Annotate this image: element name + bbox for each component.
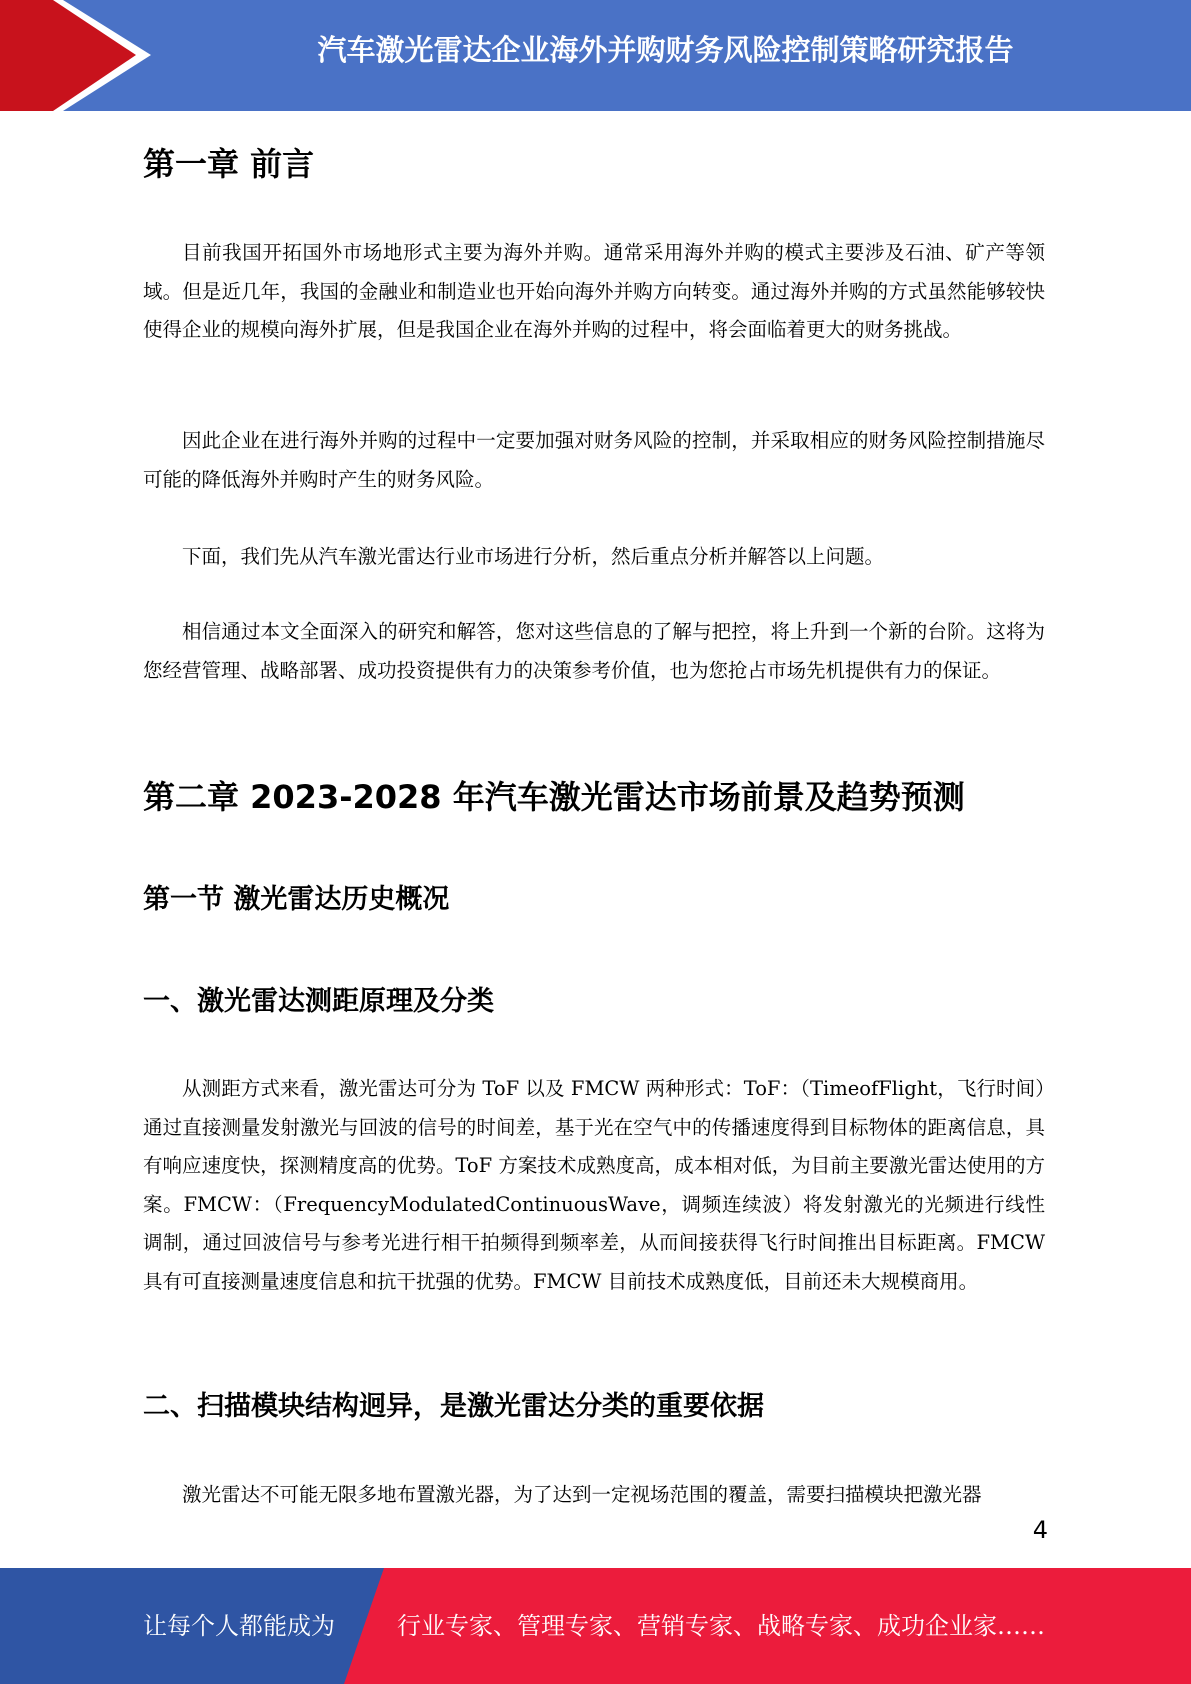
subsection2-title: 二、扫描模块结构迥异，是激光雷达分类的重要依据 bbox=[143, 1391, 764, 1422]
subsection2-paragraph: 激光雷达不可能无限多地布置激光器，为了达到一定视场范围的覆盖，需要扫描模块把激光器 bbox=[182, 1483, 982, 1506]
chapter1-paragraph-4: 相信通过本文全面深入的研究和解答，您对这些信息的了解与把控，将上升到一个新的台阶。这将为您经营管理、战略部署、成功投资提供有力的决策参考价值，也为您抢占市场先机提供有力的保证。 bbox=[143, 620, 1045, 682]
footer-slogan-right: 行业专家、管理专家、营销专家、战略专家、成功企业家…… bbox=[397, 1612, 1045, 1640]
chapter2-title: 第二章 2023-2028 年汽车激光雷达市场前景及趋势预测 bbox=[143, 778, 965, 816]
header-arrow-decoration bbox=[0, 0, 160, 111]
subsection1-paragraph: 从测距方式来看，激光雷达可分为 ToF 以及 FMCW 两种形式：ToF：（TimeofFlight，飞行时间）通过直接测量发射激光与回波的信号的时间差，基于光在空气中的传播速度得到目标物体的距离信息，具有响应速度快，探测精度高的优势。ToF 方案技术成熟度高，成本相对低，为目前主要激光雷达使用的方案。FMCW：（FrequencyModulatedContinuousWave，调频连续波）将发射激光的光频进行线性调制，通过回波信号与参考光进行相干拍频得到频率差，从而间接获得飞行时间推出目标距离。FMCW 具有可直接测量速度信息和抗干扰强的优势。FMCW 目前技术成熟度低，目前还未大规模商用。 bbox=[143, 1077, 1045, 1293]
footer-slogan-left: 让每个人都能成为 bbox=[143, 1612, 335, 1640]
section1-title: 第一节 激光雷达历史概况 bbox=[143, 884, 450, 915]
footer-banner bbox=[0, 1568, 1191, 1684]
report-title: 汽车激光雷达企业海外并购财务风险控制策略研究报告 bbox=[317, 33, 1014, 67]
page-number: 4 bbox=[1032, 1516, 1048, 1544]
chapter1-title: 第一章 前言 bbox=[143, 145, 315, 183]
chapter1-paragraph-1: 目前我国开拓国外市场地形式主要为海外并购。通常采用海外并购的模式主要涉及石油、矿产等领域。但是近几年，我国的金融业和制造业也开始向海外并购方向转变。通过海外并购的方式虽然能够较快使得企业的规模向海外扩展，但是我国企业在海外并购的过程中，将会面临着更大的财务挑战。 bbox=[143, 241, 1045, 341]
subsection1-title: 一、激光雷达测距原理及分类 bbox=[143, 986, 494, 1017]
chapter1-paragraph-3: 下面，我们先从汽车激光雷达行业市场进行分析，然后重点分析并解答以上问题。 bbox=[182, 545, 885, 568]
chapter1-paragraph-2: 因此企业在进行海外并购的过程中一定要加强对财务风险的控制，并采取相应的财务风险控制措施尽可能的降低海外并购时产生的财务风险。 bbox=[143, 429, 1045, 491]
